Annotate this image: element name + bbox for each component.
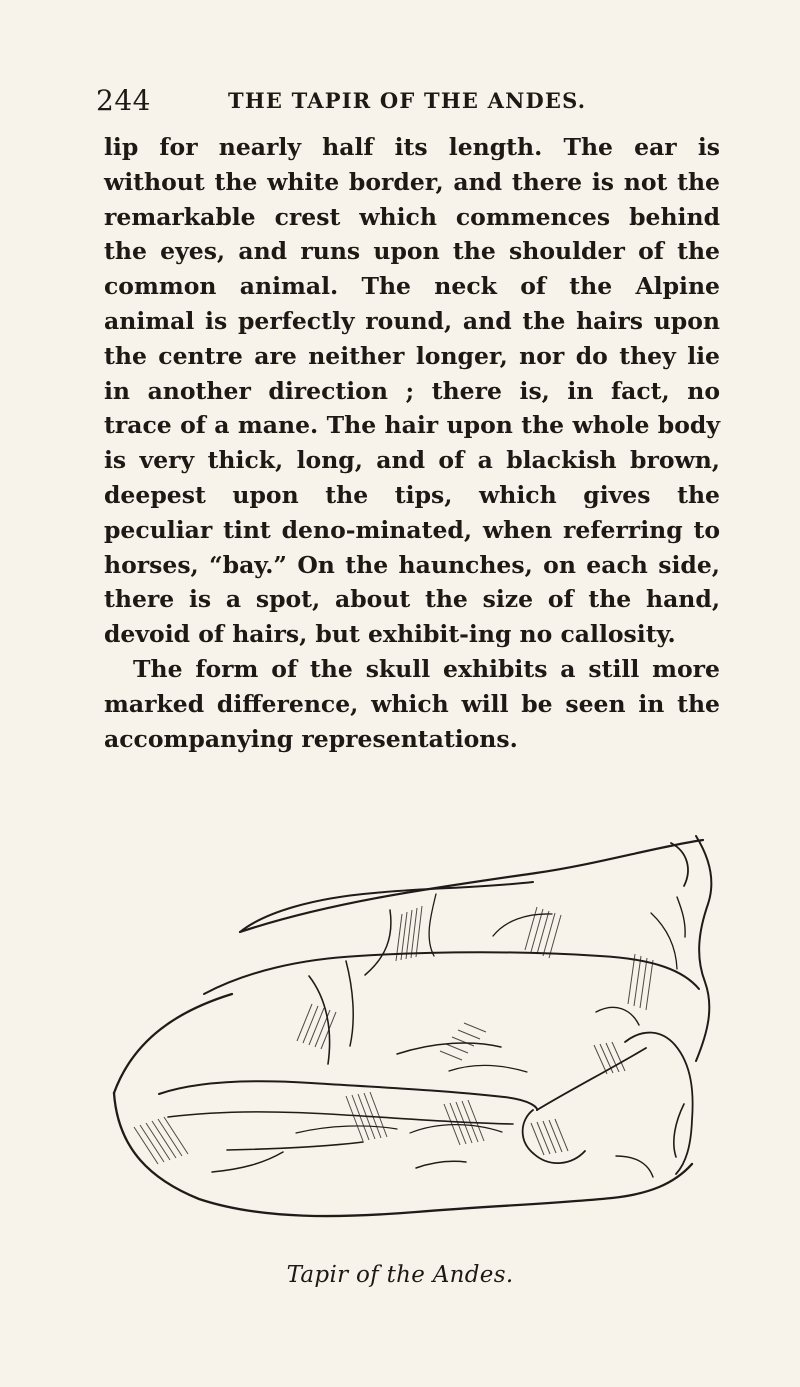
paragraph-2: The form of the skull exhibits a still more marked difference, which will be seen in the accompanying representations.	[104, 654, 720, 753]
page-header	[96, 84, 716, 124]
running-title: THE TAPIR OF THE ANDES.	[228, 88, 587, 113]
figure-caption: Tapir of the Andes.	[286, 1262, 514, 1288]
paragraph-1: lip for nearly half its length. The ear is without the white border, and there is not the remarkable crest which commences behind the eyes, and runs upon the shoulder of the common animal. The neck of the Alpine animal is perfectly round, and the hairs upon the centre are neither longer, nor do they lie in another direction ; there is, in fact, no trace of a mane. The hair upon the whole body is very thick, long, and of a blackish brown, deepest upon the tips, which gives the peculiar tint deno-minated, when referring to horses, “bay.” On the haunches, on each side, there is a spot, about the size of the hand, devoid of hairs, but exhibit-ing no callosity.	[104, 133, 720, 649]
skull-illustration	[100, 818, 720, 1238]
hatching-middle	[297, 1004, 486, 1145]
tapir-skull-drawing	[100, 818, 720, 1238]
body-text	[104, 130, 720, 756]
hatching-lower	[134, 1042, 625, 1164]
page-number: 244	[96, 84, 151, 117]
